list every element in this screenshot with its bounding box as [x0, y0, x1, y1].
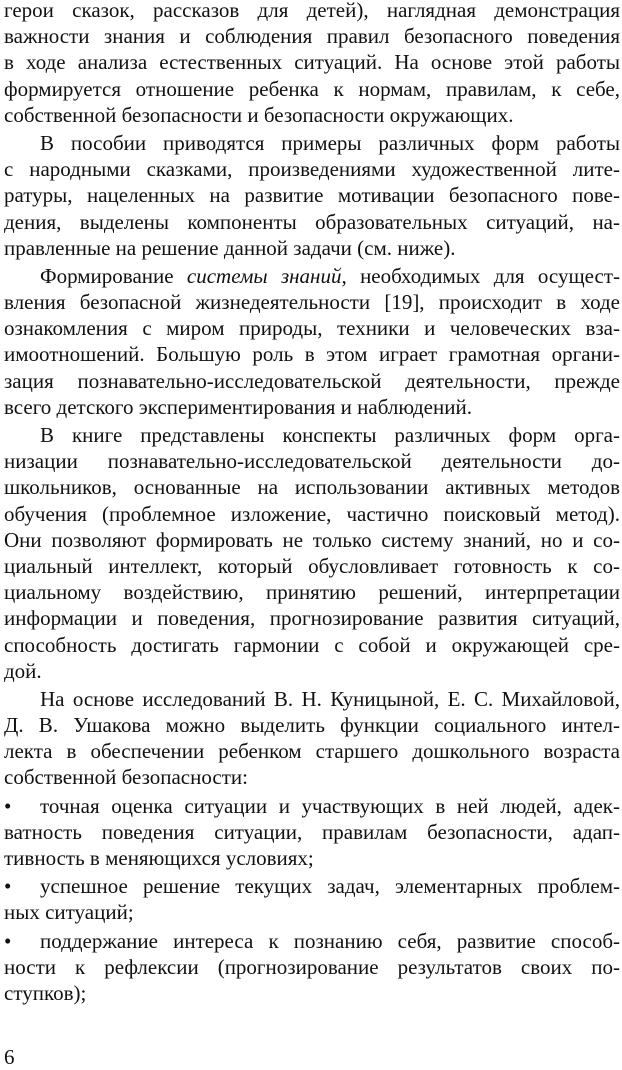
line-text: зация познавательно-исследовательской деятельности, прежде	[4, 368, 620, 393]
line-text: собственной безопасности:	[4, 765, 248, 790]
paragraph	[4, 130, 620, 261]
bullet-item	[4, 793, 620, 872]
line-text: школьников, основанные на использовании активных методов	[4, 475, 620, 500]
bullet-item	[4, 873, 620, 925]
text-line	[4, 712, 620, 738]
line-text: тивность в меняющихся условиях;	[4, 846, 314, 870]
bullet-item	[4, 928, 620, 1007]
line-text: ступков);	[4, 980, 87, 1005]
text-line	[4, 102, 620, 128]
line-text: ных ситуаций;	[4, 900, 134, 925]
bullet-icon: •	[4, 793, 12, 818]
line-text: имоотношений. Большую роль в этом играет грамотная органи-	[4, 342, 620, 367]
line-text: На основе исследований В. Н. Куницыной, Е. С. Михайловой,	[40, 686, 620, 711]
text-line	[4, 527, 620, 553]
page-body	[4, 0, 620, 1008]
text-line	[4, 686, 620, 712]
line-text: дения, выделены компоненты образовательных ситуаций, на-	[4, 209, 620, 234]
text-line	[4, 501, 620, 527]
text-line	[4, 49, 620, 75]
paragraph	[4, 686, 620, 791]
text-line	[4, 368, 620, 394]
line-text: герои сказок, рассказов для детей), наглядная демонстрация	[4, 0, 620, 22]
text-line	[4, 209, 620, 235]
line-text: ности к рефлексии (прогнозирование результатов своих по-	[4, 954, 620, 979]
line-text: ознакомления с миром природы, техники и человеческих вза-	[4, 316, 620, 341]
line-text: Формирование	[40, 263, 187, 288]
text-line	[4, 182, 620, 208]
line-text: Они позволяют формировать не только систему знаний, но и со-	[4, 527, 620, 552]
line-text: лекта в обеспечении ребенком старшего дошкольного возраста	[4, 739, 620, 764]
text-line	[4, 954, 620, 980]
bullet-icon: •	[4, 928, 12, 953]
paragraph	[4, 263, 620, 420]
text-line	[4, 873, 620, 899]
line-text: , необходимых для осущест-	[341, 263, 620, 288]
line-text: формируется отношение ребенка к нормам, правилам, к себе,	[4, 76, 620, 101]
line-text: правленные на решение данной задачи (см. ниже).	[4, 235, 456, 260]
line-text: важности знания и соблюдения правил безопасного поведения	[4, 24, 620, 49]
text-line	[4, 23, 620, 49]
text-line	[4, 928, 620, 954]
text-line	[4, 394, 620, 420]
text-line	[4, 422, 620, 448]
line-text: дой.	[4, 658, 42, 683]
paragraph	[4, 422, 620, 684]
text-line	[4, 76, 620, 102]
text-line	[4, 341, 620, 367]
bullet-icon: •	[4, 874, 12, 899]
line-text: циальный интеллект, который обусловливает готовность к со-	[4, 553, 620, 578]
text-line	[4, 764, 620, 790]
text-line	[4, 819, 620, 845]
text-line	[4, 579, 620, 605]
text-line	[4, 130, 620, 156]
line-text: В пособии приводятся примеры различных форм работы	[40, 130, 620, 155]
text-line	[4, 474, 620, 500]
line-text: способность достигать гармонии с собой и окружающей сре-	[4, 632, 620, 657]
text-line	[4, 793, 620, 819]
text-line	[4, 315, 620, 341]
line-text: поддержание интереса к познанию себя, развитие способ-	[40, 928, 620, 953]
text-line	[4, 632, 620, 658]
line-text: в ходе анализа естественных ситуаций. На основе этой работы	[4, 50, 620, 75]
line-text: успешное решение текущих задач, элементарных проблем-	[40, 874, 620, 899]
line-text: низации познавательно-исследовательской деятельности до-	[4, 449, 620, 474]
text-line	[4, 156, 620, 182]
text-line	[4, 0, 620, 23]
italic-term: системы знаний	[186, 263, 342, 288]
line-text: вления безопасной жизнедеятельности [19], происходит в ходе	[4, 290, 620, 315]
text-line	[4, 845, 620, 871]
line-text: ратуры, нацеленных на развитие мотивации безопасного пове-	[4, 183, 620, 208]
text-line	[4, 738, 620, 764]
line-text: ватность поведения ситуации, правилам безопасности, адап-	[4, 819, 620, 844]
text-line	[4, 658, 620, 684]
line-text: с народными сказками, произведениями художественной лите-	[4, 157, 620, 182]
text-line	[4, 448, 620, 474]
line-text: собственной безопасности и безопасности окружающих.	[4, 102, 514, 127]
line-text: точная оценка ситуации и участвующих в ней людей, адек-	[40, 793, 620, 818]
text-line	[4, 263, 620, 289]
text-line	[4, 980, 620, 1006]
line-text: информации и поведения, прогнозирование развития ситуаций,	[4, 606, 620, 631]
text-line	[4, 289, 620, 315]
text-line	[4, 235, 620, 261]
line-text: циальному воздействию, принятию решений, интерпретации	[4, 580, 620, 605]
text-line	[4, 605, 620, 631]
line-text: В книге представлены конспекты различных форм орга-	[40, 423, 620, 447]
page-number: 6	[4, 1045, 15, 1069]
line-text: Д. В. Ушакова можно выделить функции социального интел-	[4, 713, 620, 738]
line-text: обучения (проблемное изложение, частично поисковый метод).	[4, 501, 620, 526]
line-text: всего детского экспериментирования и наблюдений.	[4, 394, 472, 419]
paragraph	[4, 0, 620, 128]
text-line	[4, 553, 620, 579]
text-line	[4, 899, 620, 925]
